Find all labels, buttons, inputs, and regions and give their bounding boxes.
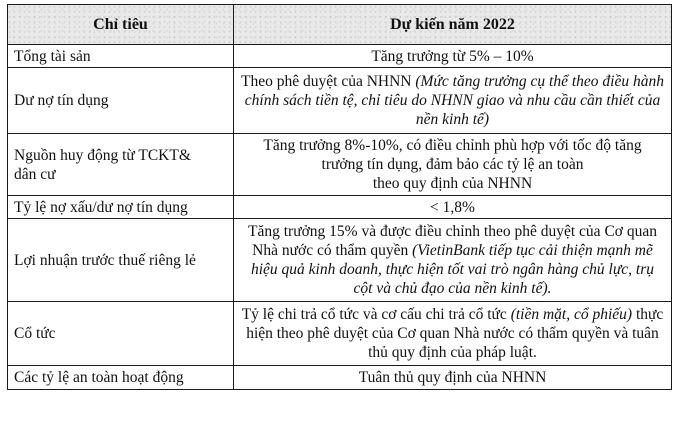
plan-text: Tăng trưởng 15% và được điều chỉnh theo phê duyệt của Cơ quan Nhà nước có thẩm quyền [248, 223, 657, 259]
row-indicator-total-assets: Tổng tài sản [8, 45, 234, 68]
plan-line: Tăng trưởng 8%-10%, có điều chỉnh phù hợp với tốc độ tăng [263, 137, 642, 154]
plan-table [7, 4, 672, 390]
row-plan-total-assets [234, 45, 672, 68]
plan-line: trưởng tín dụng, đảm bảo các tỷ lệ an toàn [321, 156, 584, 173]
header-indicator: Chỉ tiêu [8, 5, 234, 45]
row-indicator-credit-balance: Dư nợ tín dụng [8, 68, 234, 134]
row-plan-bad-debt-ratio [234, 196, 672, 219]
table-row [8, 45, 672, 68]
table-row [8, 219, 672, 302]
plan-line: Tuân thủ quy định của NHNN [358, 369, 547, 386]
indicator-line: Nguồn huy động từ TCKT& [14, 146, 191, 164]
row-plan-safety-ratios [234, 366, 672, 390]
row-indicator-safety-ratios: Các tỷ lệ an toàn hoạt động [8, 366, 234, 390]
table-row [8, 134, 672, 196]
table-row [8, 302, 672, 366]
row-indicator-bad-debt-ratio: Tỷ lệ nợ xấu/dư nợ tín dụng [8, 196, 234, 219]
plan-note: (VietinBank tiếp tục cải thiện mạnh mẽ hiệu quả kinh doanh, thực hiện tốt vai trò ngân hàng chủ lực, trụ cột và chủ đạo của nền kinh tế). [250, 242, 655, 297]
table-row [8, 366, 672, 390]
plan-line: < 1,8% [430, 198, 475, 216]
row-plan-funding [234, 134, 672, 196]
table-row [8, 196, 672, 219]
header-plan-2022: Dự kiến năm 2022 [234, 5, 672, 45]
row-plan-dividend [234, 302, 672, 366]
plan-text: thực hiện theo phê duyệt của Cơ quan Nhà nước có thẩm quyền và tuân thủ quy định của pháp luật. [246, 306, 664, 361]
table-header-row [8, 5, 672, 45]
table-row [8, 68, 672, 134]
plan-note: (Mức tăng trưởng cụ thể theo điều hành chính sách tiền tệ, chỉ tiêu do NHNN giao và nhu cầu cần thiết của nền kinh tế) [244, 73, 664, 128]
plan-text: Tỷ lệ chi trả cổ tức và cơ cấu chi trả cổ tức [241, 306, 511, 323]
row-plan-pretax-profit [234, 219, 672, 302]
row-indicator-funding [8, 134, 234, 196]
plan-text: Theo phê duyệt của NHNN [241, 73, 416, 90]
plan-line: Tăng trưởng từ 5% – 10% [371, 47, 534, 65]
row-indicator-dividend: Cổ tức [8, 302, 234, 366]
plan-line: theo quy định của NHNN [372, 175, 533, 192]
indicator-line: dân cư [14, 165, 56, 183]
row-indicator-pretax-profit: Lợi nhuận trước thuế riêng lẻ [8, 219, 234, 302]
plan-note: (tiền mặt, cổ phiếu) [510, 306, 633, 323]
row-plan-credit-balance [234, 68, 672, 134]
